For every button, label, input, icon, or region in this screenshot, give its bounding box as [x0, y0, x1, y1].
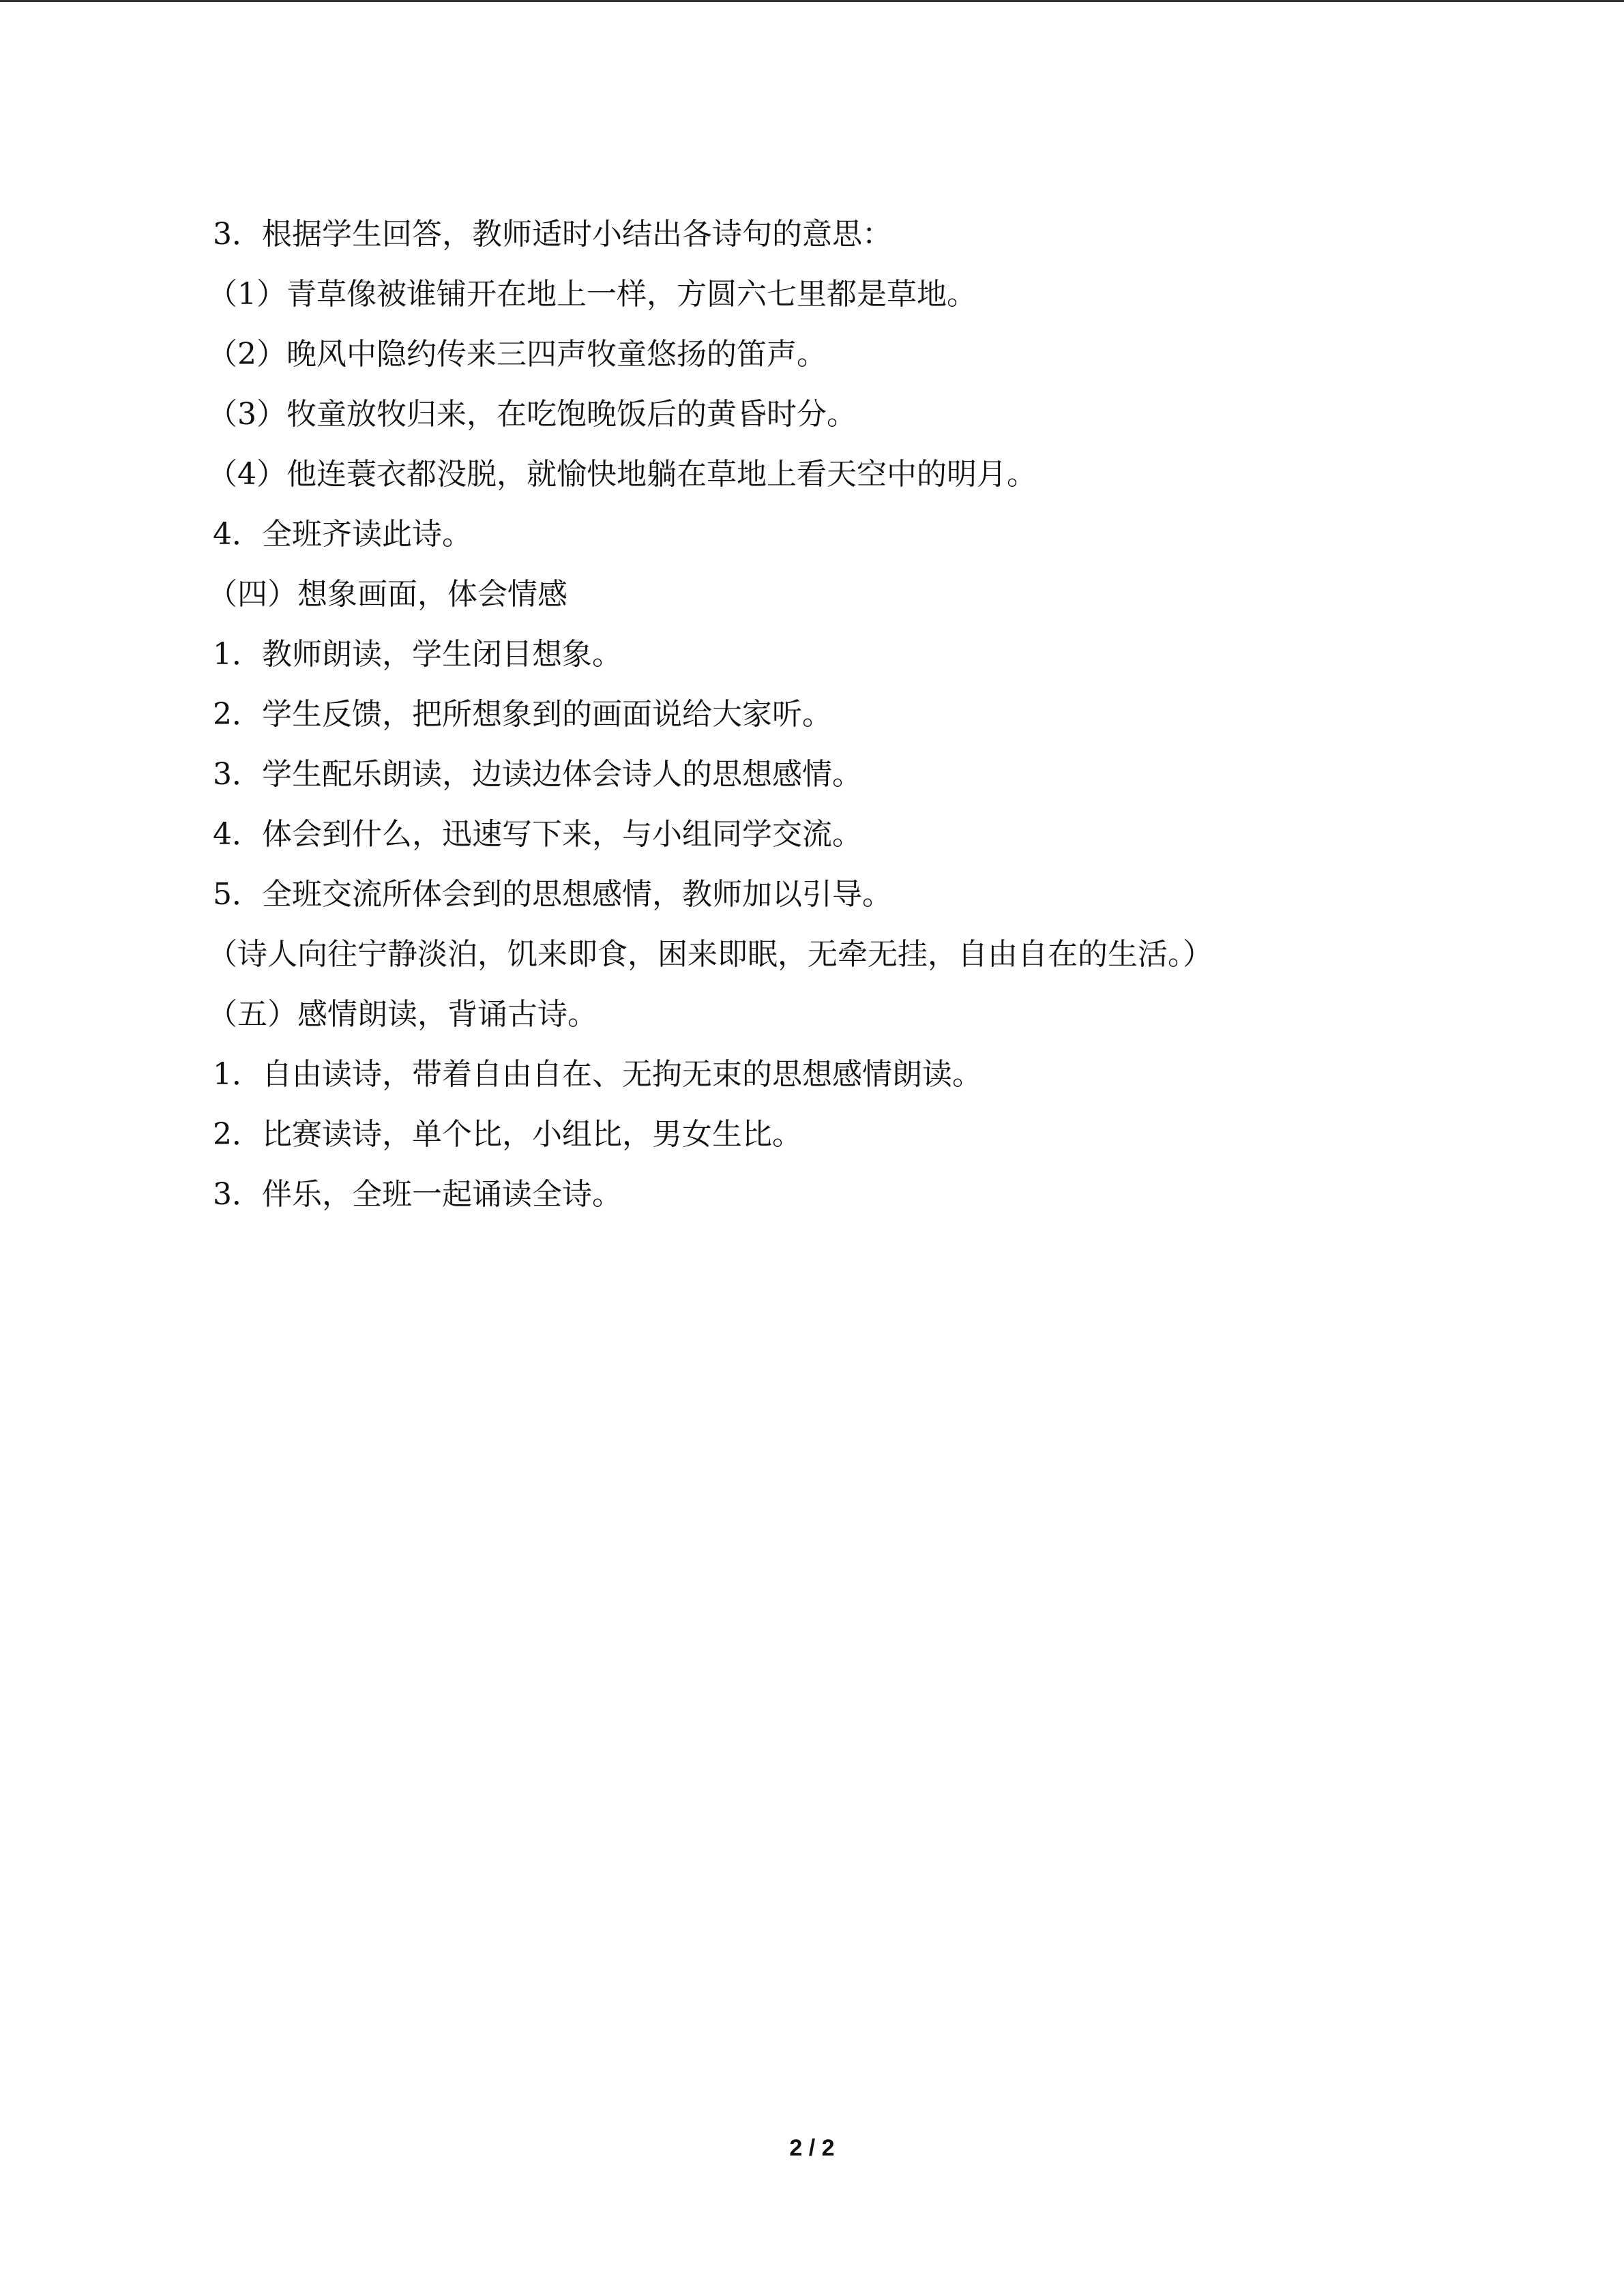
- section-heading: （四）想象画面，体会情感: [207, 577, 567, 612]
- text-line: 2．比赛读诗，单个比，小组比，男女生比。: [213, 1117, 802, 1152]
- text-line: 4．体会到什么，迅速写下来，与小组同学交流。: [213, 817, 862, 852]
- text-line: 2．学生反馈，把所想象到的画面说给大家听。: [213, 697, 832, 732]
- text-line: 3．伴乐，全班一起诵读全诗。: [213, 1177, 622, 1212]
- text-line: （2）晚风中隐约传来三四声牧童悠扬的笛声。: [207, 337, 827, 372]
- text-line: （3）牧童放牧归来，在吃饱晚饭后的黄昏时分。: [207, 397, 857, 432]
- text-line: （诗人向往宁静淡泊，饥来即食，困来即眠，无牵无挂，自由自在的生活。）: [207, 937, 1213, 972]
- document-body: [207, 205, 1509, 1225]
- page-number: 2 / 2: [789, 2135, 835, 2161]
- text-line: 1．教师朗读，学生闭目想象。: [213, 637, 622, 672]
- text-line: 1．自由读诗，带着自由自在、无拘无束的思想感情朗读。: [213, 1057, 982, 1092]
- text-line: 3．学生配乐朗读，边读边体会诗人的思想感情。: [213, 757, 862, 792]
- page-top-border: [0, 0, 1624, 2]
- text-line: 3．根据学生回答，教师适时小结出各诗句的意思：: [213, 217, 892, 252]
- text-line: 5．全班交流所体会到的思想感情，教师加以引导。: [213, 877, 892, 912]
- section-heading: （五）感情朗读，背诵古诗。: [207, 997, 597, 1032]
- text-line: 4．全班齐读此诗。: [213, 517, 472, 552]
- text-line: （1）青草像被谁铺开在地上一样，方圆六七里都是草地。: [207, 277, 977, 312]
- text-line: （4）他连蓑衣都没脱，就愉快地躺在草地上看天空中的明月。: [207, 457, 1037, 492]
